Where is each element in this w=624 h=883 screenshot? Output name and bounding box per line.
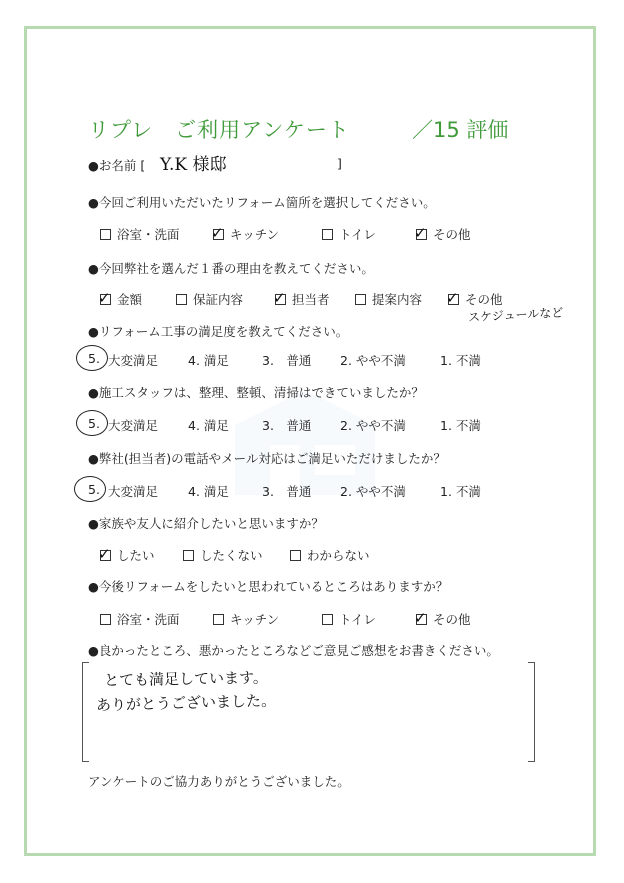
scale-4[interactable]: 4. 満足 — [188, 353, 229, 368]
scale-5-label: 大変満足 — [108, 418, 159, 433]
q7-option-kitchen[interactable] — [213, 610, 279, 628]
question-7: ●今後リフォームをしたいと思われているところはありますか？ — [88, 579, 449, 594]
checkbox-checked[interactable] — [98, 545, 111, 563]
scale-3[interactable]: 3. 普通 — [262, 418, 312, 433]
q6-option-unsure[interactable] — [290, 546, 370, 564]
question-5: ●弊社(担当者)の電話やメール対応はご満足いただけましたか？ — [88, 451, 446, 466]
question-2: ●今回弊社を選んだ１番の理由を教えてください。 — [88, 261, 374, 276]
question-8: ●良かったところ、悪かったところなどご意見ご感想をお書きください。 — [88, 643, 499, 658]
option-label: したい — [117, 548, 155, 563]
name-bracket-close: ] — [337, 156, 342, 171]
check-mark-icon: ✓ — [446, 289, 459, 307]
checkbox[interactable] — [100, 229, 111, 240]
checkbox[interactable] — [176, 294, 187, 305]
check-mark-icon: ✓ — [414, 609, 427, 627]
comment-bracket-right — [528, 662, 535, 762]
scale-5[interactable]: 5. — [88, 416, 100, 431]
q2-option-proposal[interactable] — [355, 290, 422, 308]
scale-5[interactable]: 5. — [88, 351, 100, 366]
option-label: 浴室・洗面 — [117, 227, 180, 242]
q1-option-kitchen[interactable] — [213, 225, 279, 243]
option-label: 浴室・洗面 — [117, 612, 180, 627]
q2-option-staff[interactable] — [275, 290, 330, 308]
q7-option-toilet[interactable] — [322, 610, 376, 628]
q6-option-no[interactable] — [183, 546, 263, 564]
check-mark-icon: ✓ — [98, 289, 111, 307]
q2-option-price[interactable] — [100, 290, 142, 308]
q1-option-bath[interactable] — [100, 225, 180, 243]
question-1: ●今回ご利用いただいたリフォーム箇所を選択してください。 — [88, 195, 436, 210]
checkbox[interactable] — [322, 229, 333, 240]
checkbox-checked[interactable] — [273, 289, 286, 307]
option-label: 保証内容 — [193, 292, 244, 307]
q7-option-other[interactable] — [416, 610, 471, 628]
survey-title: リプレ ご利用アンケート — [88, 118, 350, 142]
comment-line-2: ありがとうございました。 — [95, 691, 277, 715]
checkbox-checked[interactable] — [414, 224, 427, 242]
scale-1[interactable]: 1. 不満 — [440, 418, 481, 433]
checkbox[interactable] — [290, 550, 301, 561]
footer-thanks: アンケートのご協力ありがとうございました。 — [88, 774, 350, 789]
q1-option-other[interactable] — [416, 225, 471, 243]
check-mark-icon: ✓ — [414, 224, 427, 242]
option-label: その他 — [465, 292, 503, 307]
scale-4[interactable]: 4. 満足 — [188, 418, 229, 433]
q2-option-other[interactable] — [448, 290, 503, 308]
q7-option-bath[interactable] — [100, 610, 180, 628]
option-label: わからない — [307, 548, 370, 563]
scale-1[interactable]: 1. 不満 — [440, 353, 481, 368]
checkbox[interactable] — [355, 294, 366, 305]
rating-label: ／15 評価 — [412, 118, 509, 142]
scale-5-label: 大変満足 — [108, 484, 159, 499]
q1-option-toilet[interactable] — [322, 225, 376, 243]
question-3: ●リフォーム工事の満足度を教えてください。 — [88, 324, 349, 339]
check-mark-icon: ✓ — [211, 224, 224, 242]
comment-line-1: とても満足しています。 — [103, 668, 268, 690]
scale-2[interactable]: 2. やや不満 — [340, 418, 406, 433]
scale-4[interactable]: 4. 満足 — [188, 484, 229, 499]
comment-bracket-left — [82, 662, 89, 762]
q2-option-warranty[interactable] — [176, 290, 243, 308]
option-label: キッチン — [230, 227, 280, 242]
check-mark-icon: ✓ — [98, 545, 111, 563]
scale-1[interactable]: 1. 不満 — [440, 484, 481, 499]
checkbox-checked[interactable] — [446, 289, 459, 307]
option-label: その他 — [433, 612, 471, 627]
customer-name: Y.K 様邸 — [160, 155, 227, 175]
scale-2[interactable]: 2. やや不満 — [340, 353, 406, 368]
checkbox[interactable] — [100, 614, 111, 625]
option-label: トイレ — [339, 612, 376, 627]
name-label: ●お名前 [ — [88, 158, 146, 173]
scale-2[interactable]: 2. やや不満 — [340, 484, 406, 499]
option-label: 金額 — [117, 292, 143, 307]
option-label: したくない — [200, 548, 263, 563]
checkbox[interactable] — [213, 614, 224, 625]
scale-5-label: 大変満足 — [108, 353, 159, 368]
checkbox[interactable] — [322, 614, 333, 625]
question-4: ●施工スタッフは、整理、整頓、清掃はできていましたか？ — [88, 385, 424, 400]
option-label: その他 — [433, 227, 471, 242]
checkbox-checked[interactable] — [414, 609, 427, 627]
option-label: トイレ — [339, 227, 376, 242]
scale-3[interactable]: 3. 普通 — [262, 484, 312, 499]
option-label: 提案内容 — [372, 292, 423, 307]
question-6: ●家族や友人に紹介したいと思いますか？ — [88, 516, 324, 531]
checkbox-checked[interactable] — [98, 289, 111, 307]
checkbox-checked[interactable] — [211, 224, 224, 242]
q6-option-yes[interactable] — [100, 546, 155, 564]
option-label: 担当者 — [292, 292, 330, 307]
scale-3[interactable]: 3. 普通 — [262, 353, 312, 368]
q2-other-note: スケジュールなど — [467, 305, 564, 325]
scale-5[interactable]: 5. — [88, 482, 100, 497]
checkbox[interactable] — [183, 550, 194, 561]
check-mark-icon: ✓ — [273, 289, 286, 307]
option-label: キッチン — [230, 612, 280, 627]
